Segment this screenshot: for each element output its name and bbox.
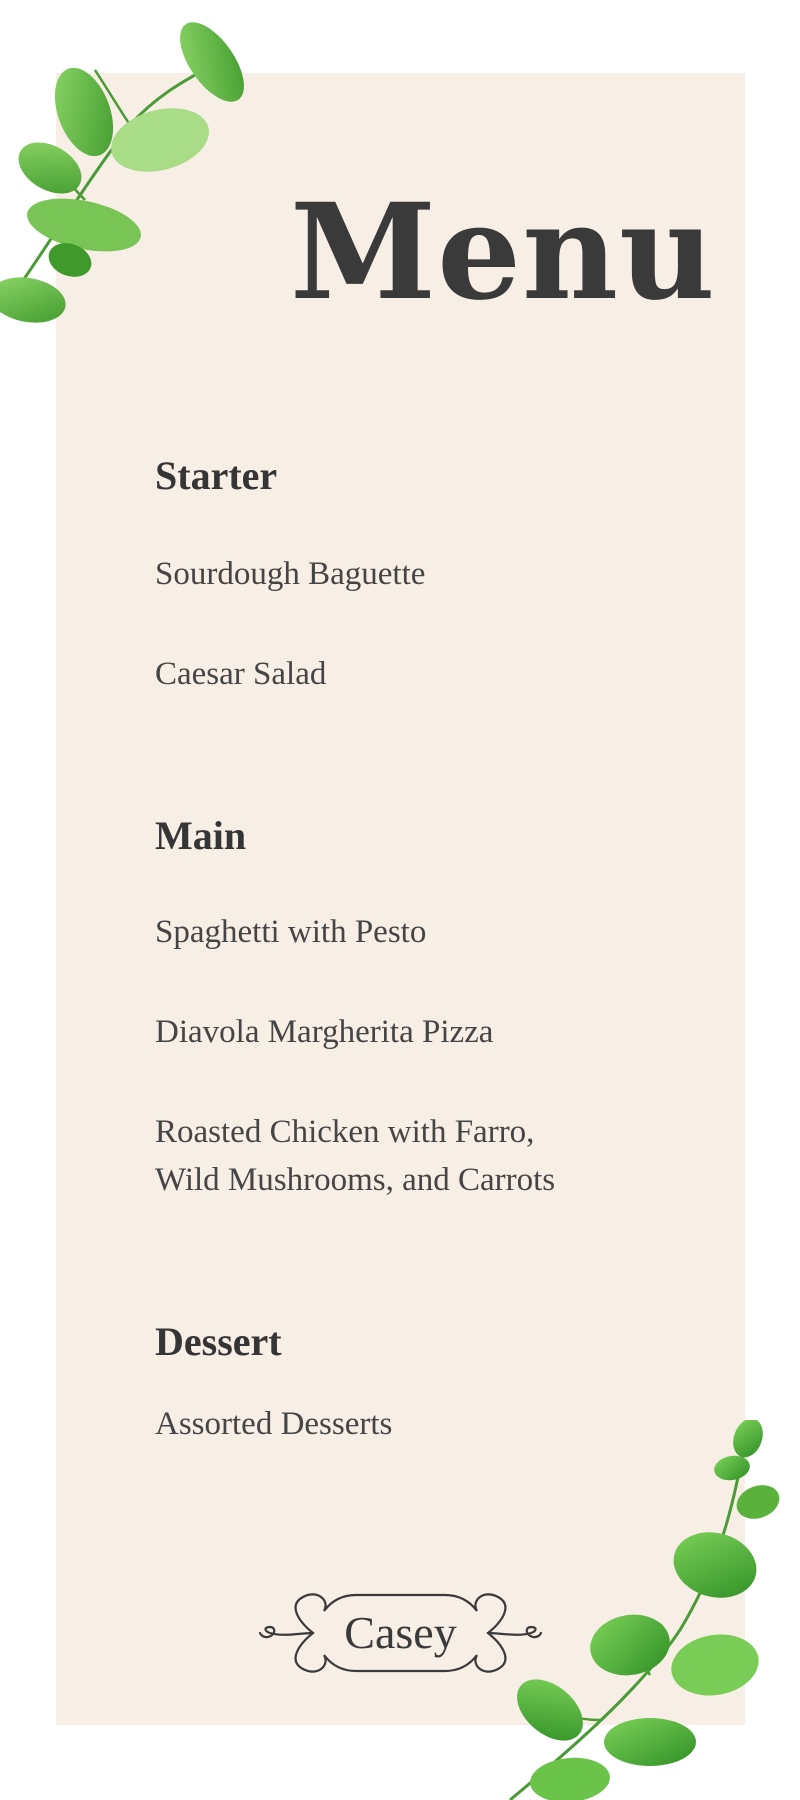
menu-sections [155,448,715,1448]
menu-item: Diavola Margherita Pizza [155,1014,494,1050]
menu-item: Sourdough Baguette [155,556,426,592]
section-heading-dessert: Dessert [155,1319,282,1364]
menu-title: Menu [290,175,717,330]
menu-item: Caesar Salad [155,656,327,692]
menu-section-main [155,808,715,1204]
menu-section-starter [155,448,715,698]
section-heading-starter: Starter [155,453,278,498]
guest-name: Casey [344,1607,457,1658]
leaf-sprig-icon [0,0,260,340]
leaf-sprig-icon [490,1420,800,1800]
menu-item: Assorted Desserts [155,1406,393,1442]
section-heading-main: Main [155,813,247,858]
menu-item: Spaghetti with Pesto [155,914,427,950]
menu-item: Roasted Chicken with Farro, Wild Mushrooms, and Carrots [155,1114,556,1198]
